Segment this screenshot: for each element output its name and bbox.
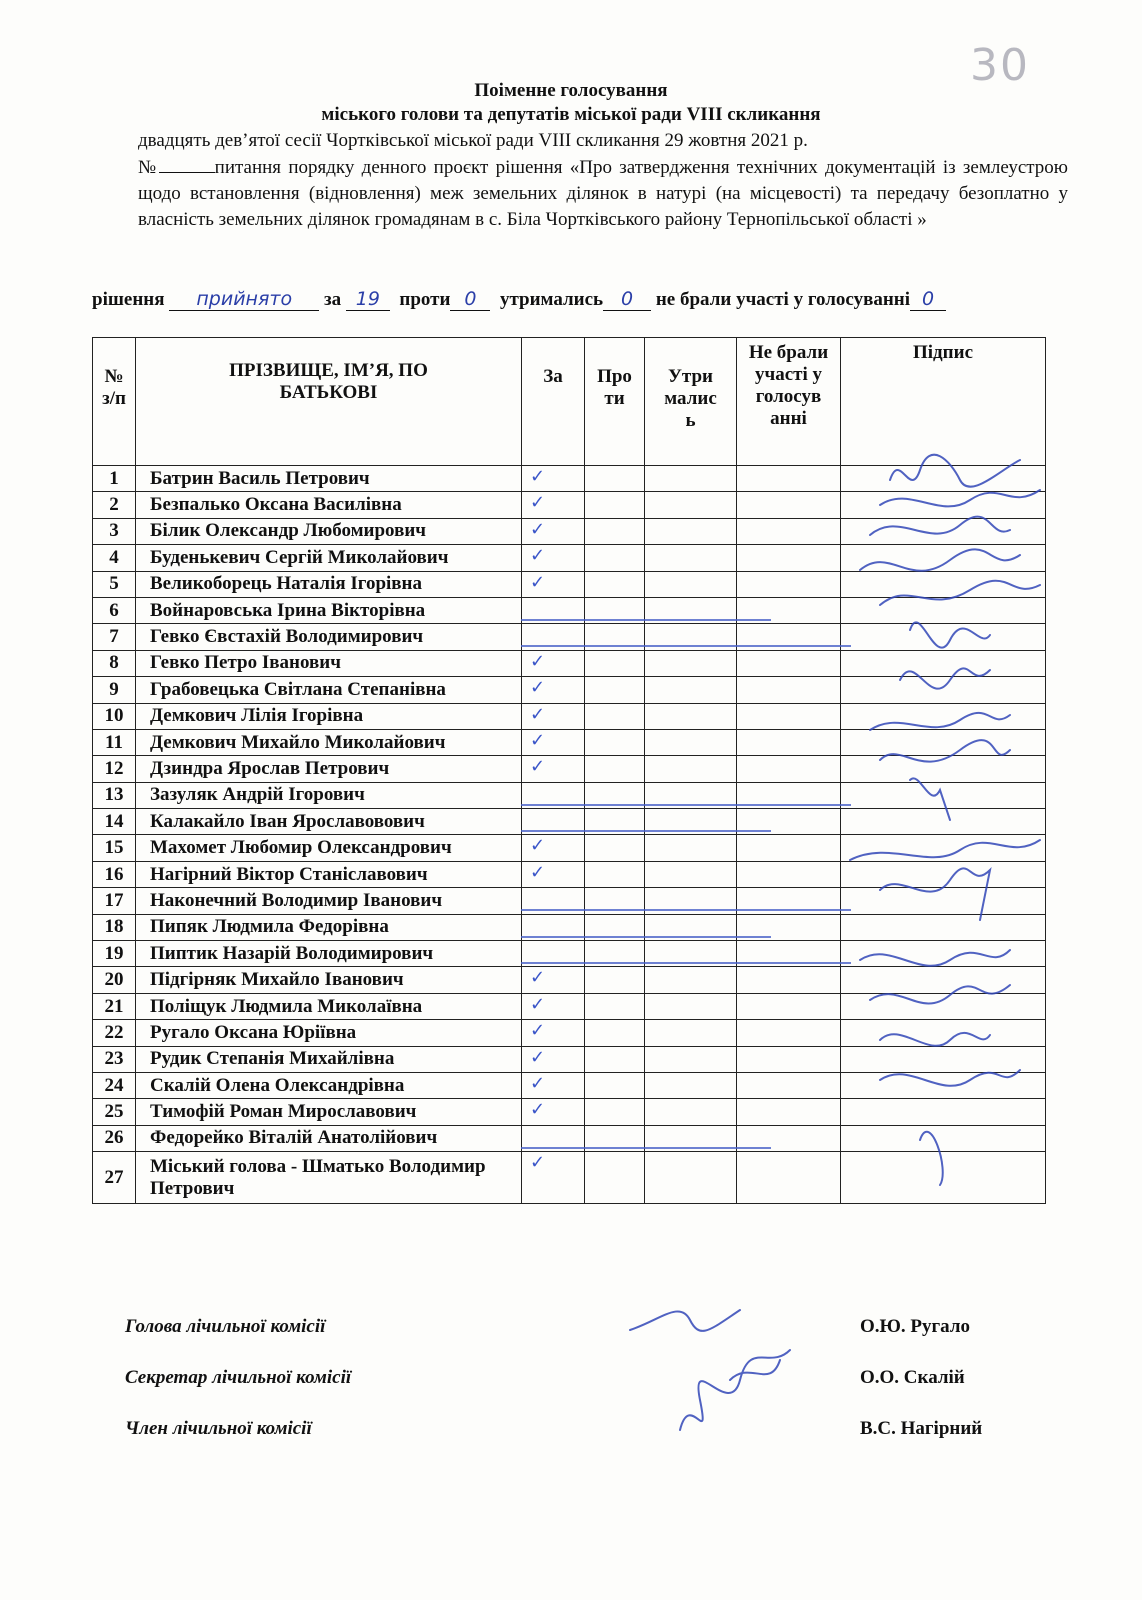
row-name: Калакайло Іван Ярославовович <box>136 809 522 835</box>
row-vote-against <box>585 1072 645 1098</box>
row-name: Демкович Михайло Миколайович <box>136 729 522 755</box>
row-name: Пипяк Людмила Федорівна <box>136 914 522 940</box>
row-vote-absent <box>737 677 841 703</box>
commission-role-member: Член лічильної комісії <box>125 1418 312 1439</box>
abstain-label: утримались <box>499 289 604 310</box>
row-vote-absent <box>737 1152 841 1204</box>
row-vote-for: ✓ <box>522 1046 585 1072</box>
row-vote-for: ✓ <box>522 518 585 544</box>
row-name: Гевко Петро Іванович <box>136 650 522 676</box>
against-value: 0 <box>450 288 490 311</box>
row-vote-abstain <box>645 861 737 887</box>
commission-name-member: В.С. Нагірний <box>860 1418 983 1439</box>
row-vote-abstain <box>645 835 737 861</box>
item-number-sign: № <box>138 157 159 178</box>
header-num: № з/п <box>93 338 136 466</box>
row-vote-absent <box>737 650 841 676</box>
row-vote-abstain <box>645 677 737 703</box>
item-number-blank <box>159 156 215 173</box>
abstain-value: 0 <box>603 288 651 311</box>
header-against: Про ти <box>585 338 645 466</box>
row-vote-for: ✓ <box>522 650 585 676</box>
row-number: 26 <box>93 1125 136 1151</box>
row-number: 25 <box>93 1099 136 1125</box>
decision-value: прийнято <box>169 288 319 311</box>
row-vote-for: ✓ <box>522 993 585 1019</box>
row-vote-abstain <box>645 703 737 729</box>
row-number: 20 <box>93 967 136 993</box>
row-name: Пиптик Назарій Володимирович <box>136 941 522 967</box>
row-name: Білик Олександр Любомирович <box>136 518 522 544</box>
row-vote-against <box>585 756 645 782</box>
row-vote-against <box>585 571 645 597</box>
row-vote-for: ✓ <box>522 1152 585 1204</box>
row-vote-absent <box>737 967 841 993</box>
row-vote-abstain <box>645 967 737 993</box>
hand-dash-line <box>521 830 771 832</box>
row-vote-for: ✓ <box>522 967 585 993</box>
row-name: Великоборець Наталія Ігорівна <box>136 571 522 597</box>
row-number: 7 <box>93 624 136 650</box>
row-vote-against <box>585 729 645 755</box>
row-vote-abstain <box>645 993 737 1019</box>
commission-name-secretary: О.О. Скалій <box>860 1367 965 1388</box>
document-title: Поіменне голосування <box>474 80 668 101</box>
row-vote-absent <box>737 571 841 597</box>
row-vote-abstain <box>645 492 737 518</box>
row-number: 10 <box>93 703 136 729</box>
row-name: Підгірняк Михайло Іванович <box>136 967 522 993</box>
row-number: 6 <box>93 597 136 623</box>
row-name: Тимофій Роман Мирославович <box>136 1099 522 1125</box>
row-vote-against <box>585 677 645 703</box>
row-vote-abstain <box>645 756 737 782</box>
row-number: 4 <box>93 545 136 571</box>
commission-signatures <box>620 1290 820 1470</box>
row-vote-for: ✓ <box>522 677 585 703</box>
row-vote-for: ✓ <box>522 729 585 755</box>
row-name: Грабовецька Світлана Степанівна <box>136 677 522 703</box>
row-number: 5 <box>93 571 136 597</box>
for-value: 19 <box>346 288 390 311</box>
row-vote-for: ✓ <box>522 861 585 887</box>
row-name: Дзиндра Ярослав Петрович <box>136 756 522 782</box>
hand-dash-line <box>521 909 851 911</box>
row-vote-abstain <box>645 1020 737 1046</box>
header-absent: Не брали участі у голосув анні <box>737 338 841 466</box>
row-vote-abstain <box>645 729 737 755</box>
row-number: 2 <box>93 492 136 518</box>
row-vote-absent <box>737 835 841 861</box>
row-name: Махомет Любомир Олександрович <box>136 835 522 861</box>
row-vote-abstain <box>645 518 737 544</box>
row-vote-for: ✓ <box>522 835 585 861</box>
row-vote-against <box>585 1020 645 1046</box>
hand-dash-line <box>521 619 771 621</box>
row-vote-absent <box>737 756 841 782</box>
row-vote-abstain <box>645 650 737 676</box>
row-vote-against <box>585 993 645 1019</box>
commission-name-chair: О.Ю. Ругало <box>860 1316 970 1337</box>
hand-dash-line <box>521 936 771 938</box>
decision-label: рішення <box>92 289 165 310</box>
hand-dash-line <box>521 645 851 647</box>
row-number: 19 <box>93 941 136 967</box>
row-vote-for: ✓ <box>522 545 585 571</box>
handwritten-signatures <box>840 440 1070 1190</box>
row-vote-abstain <box>645 1099 737 1125</box>
row-number: 16 <box>93 861 136 887</box>
row-vote-against <box>585 518 645 544</box>
commission-role-secretary: Секретар лічильної комісії <box>125 1367 352 1388</box>
row-vote-absent <box>737 993 841 1019</box>
row-number: 8 <box>93 650 136 676</box>
row-number: 24 <box>93 1072 136 1098</box>
row-name: Федорейко Віталій Анатолійович <box>136 1125 522 1151</box>
row-name: Батрин Василь Петрович <box>136 466 522 492</box>
row-number: 13 <box>93 782 136 808</box>
hand-dash-line <box>521 1147 771 1149</box>
row-number: 14 <box>93 809 136 835</box>
row-vote-absent <box>737 1072 841 1098</box>
document-subtitle: міського голови та депутатів міської ради VIII скликання <box>321 104 821 125</box>
row-number: 3 <box>93 518 136 544</box>
row-vote-against <box>585 1152 645 1204</box>
row-name: Гевко Євстахій Володимирович <box>136 624 522 650</box>
row-vote-abstain <box>645 571 737 597</box>
absent-label: не брали участі у голосуванні <box>655 289 911 310</box>
row-vote-absent <box>737 492 841 518</box>
decision-line <box>92 288 946 311</box>
row-vote-abstain <box>645 1046 737 1072</box>
commission-role-chair: Голова лічильної комісії <box>125 1316 326 1337</box>
session-line: двадцять дев’ятої сесії Чортківської міської ради VIII скликання 29 жовтня 2021 р. <box>138 130 808 151</box>
row-number: 27 <box>93 1152 136 1204</box>
row-name: Демкович Лілія Ігорівна <box>136 703 522 729</box>
header-name: ПРІЗВИЩЕ, ІМ’Я, ПО БАТЬКОВІ <box>136 338 522 466</box>
row-vote-abstain <box>645 1152 737 1204</box>
row-name: Рудик Степанія Михайлівна <box>136 1046 522 1072</box>
row-vote-absent <box>737 545 841 571</box>
row-number: 1 <box>93 466 136 492</box>
hand-dash-line <box>521 962 851 964</box>
row-vote-absent <box>737 1020 841 1046</box>
row-vote-abstain <box>645 545 737 571</box>
absent-value: 0 <box>910 288 946 311</box>
row-number: 23 <box>93 1046 136 1072</box>
row-number: 11 <box>93 729 136 755</box>
row-vote-against <box>585 861 645 887</box>
row-vote-for: ✓ <box>522 1020 585 1046</box>
header-abstain: Утри малис ь <box>645 338 737 466</box>
row-name: Міський голова - Шматько Володимир Петрович <box>136 1152 522 1204</box>
row-vote-for: ✓ <box>522 466 585 492</box>
row-vote-abstain <box>645 466 737 492</box>
row-name: Нагірний Віктор Станіславович <box>136 861 522 887</box>
row-number: 22 <box>93 1020 136 1046</box>
row-vote-against <box>585 545 645 571</box>
row-number: 18 <box>93 914 136 940</box>
row-vote-for: ✓ <box>522 1099 585 1125</box>
row-vote-for: ✓ <box>522 1072 585 1098</box>
row-name: Буденькевич Сергій Миколайович <box>136 545 522 571</box>
for-label: за <box>324 289 342 310</box>
row-vote-for: ✓ <box>522 571 585 597</box>
hand-dash-line <box>521 804 851 806</box>
row-vote-for: ✓ <box>522 492 585 518</box>
row-vote-against <box>585 650 645 676</box>
row-number: 21 <box>93 993 136 1019</box>
row-vote-absent <box>737 729 841 755</box>
row-name: Безпалько Оксана Василівна <box>136 492 522 518</box>
row-name: Поліщук Людмила Миколаївна <box>136 993 522 1019</box>
row-vote-against <box>585 967 645 993</box>
row-vote-against <box>585 1046 645 1072</box>
row-vote-against <box>585 703 645 729</box>
row-vote-for: ✓ <box>522 756 585 782</box>
row-vote-absent <box>737 1046 841 1072</box>
row-vote-absent <box>737 466 841 492</box>
header-signature: Підпис <box>841 338 1046 466</box>
row-vote-absent <box>737 861 841 887</box>
row-vote-abstain <box>645 1072 737 1098</box>
row-vote-absent <box>737 703 841 729</box>
row-number: 17 <box>93 888 136 914</box>
item-text: питання порядку денного проєкт рішення «Про затвердження технічних документацій із землеустрою щодо встановлення (відновлення) меж земельних ділянок в натурі (на місцевості) та передачу безоплатно у власність земельних ділянок громадянам в с. Біла Чортківського району Тернопільської області » <box>138 157 1068 230</box>
row-name: Войнаровська Ірина Вікторівна <box>136 597 522 623</box>
row-number: 12 <box>93 756 136 782</box>
row-vote-against <box>585 1099 645 1125</box>
row-name: Наконечний Володимир Іванович <box>136 888 522 914</box>
row-vote-for: ✓ <box>522 703 585 729</box>
row-vote-against <box>585 835 645 861</box>
row-vote-absent <box>737 1099 841 1125</box>
row-name: Скалій Олена Олександрівна <box>136 1072 522 1098</box>
row-name: Зазуляк Андрій Ігорович <box>136 782 522 808</box>
row-name: Ругало Оксана Юріївна <box>136 1020 522 1046</box>
against-label: проти <box>399 289 451 310</box>
row-vote-absent <box>737 518 841 544</box>
row-vote-against <box>585 492 645 518</box>
row-vote-against <box>585 466 645 492</box>
agenda-item <box>138 155 1068 233</box>
row-number: 9 <box>93 677 136 703</box>
page-number: 30 <box>970 40 1030 91</box>
header-for: За <box>522 338 585 466</box>
row-number: 15 <box>93 835 136 861</box>
